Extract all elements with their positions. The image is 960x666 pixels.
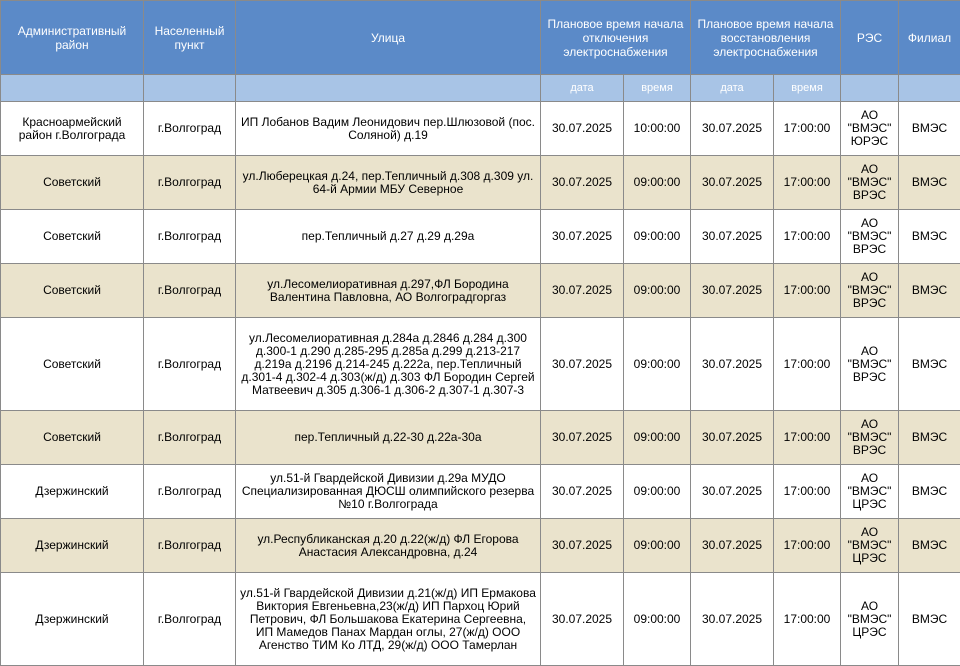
- table-row: [1, 102, 960, 156]
- cell-district: Красноармейский район г.Волгограда: [1, 102, 144, 156]
- subheader-empty: [1, 75, 144, 102]
- cell-branch: ВМЭС: [899, 573, 960, 666]
- cell-off-date: 30.07.2025: [541, 573, 624, 666]
- cell-branch: ВМЭС: [899, 465, 960, 519]
- header-row: [1, 1, 960, 75]
- cell-on-time: 17:00:00: [774, 264, 841, 318]
- cell-branch: ВМЭС: [899, 210, 960, 264]
- cell-locality: г.Волгоград: [144, 573, 236, 666]
- cell-branch: ВМЭС: [899, 318, 960, 411]
- cell-off-date: 30.07.2025: [541, 264, 624, 318]
- cell-res: АО "ВМЭС" ВРЭС: [841, 156, 899, 210]
- cell-off-date: 30.07.2025: [541, 318, 624, 411]
- cell-district: Советский: [1, 318, 144, 411]
- cell-on-date: 30.07.2025: [691, 264, 774, 318]
- cell-street: ул.Люберецкая д.24, пер.Тепличный д.308 д.309 ул. 64-й Армии МБУ Северное: [236, 156, 541, 210]
- cell-off-date: 30.07.2025: [541, 519, 624, 573]
- cell-street: ул.51-й Гвардейской Дивизии д.21(ж/д) ИП Ермакова Виктория Евгеньевна,23(ж/д) ИП Пархоц Юрий Петрович, ФЛ Большакова Екатерина Сергеевна, ИП Мамедов Панах Мардан оглы, 27(ж/д) ООО Агенство ТИМ Ко ЛТД, 29(ж/д) ООО Тамерлан: [236, 573, 541, 666]
- cell-street: ул.51-й Гвардейской Дивизии д.29а МУДО Специализированная ДЮСШ олимпийского резерва №10 г.Волгограда: [236, 465, 541, 519]
- cell-off-time: 09:00:00: [624, 210, 691, 264]
- cell-on-time: 17:00:00: [774, 318, 841, 411]
- cell-on-date: 30.07.2025: [691, 156, 774, 210]
- subheader-empty: [236, 75, 541, 102]
- cell-on-date: 30.07.2025: [691, 210, 774, 264]
- subheader-on-time: время: [774, 75, 841, 102]
- table-row: [1, 465, 960, 519]
- subheader-row: [1, 75, 960, 102]
- subheader-off-time: время: [624, 75, 691, 102]
- cell-locality: г.Волгоград: [144, 102, 236, 156]
- cell-off-time: 10:00:00: [624, 102, 691, 156]
- header-street: Улица: [236, 1, 541, 75]
- cell-locality: г.Волгоград: [144, 210, 236, 264]
- cell-branch: ВМЭС: [899, 156, 960, 210]
- cell-off-time: 09:00:00: [624, 519, 691, 573]
- cell-off-time: 09:00:00: [624, 465, 691, 519]
- cell-on-time: 17:00:00: [774, 411, 841, 465]
- cell-off-time: 09:00:00: [624, 411, 691, 465]
- cell-res: АО "ВМЭС" ВРЭС: [841, 210, 899, 264]
- cell-district: Советский: [1, 210, 144, 264]
- cell-street: пер.Тепличный д.27 д.29 д.29а: [236, 210, 541, 264]
- cell-district: Дзержинский: [1, 465, 144, 519]
- table-row: [1, 519, 960, 573]
- table-row: [1, 411, 960, 465]
- header-off-time: Плановое время начала отключения электроснабжения: [541, 1, 691, 75]
- cell-on-date: 30.07.2025: [691, 102, 774, 156]
- header-locality: Населенный пункт: [144, 1, 236, 75]
- cell-on-time: 17:00:00: [774, 102, 841, 156]
- header-branch: Филиал: [899, 1, 960, 75]
- cell-res: АО "ВМЭС" ЮРЭС: [841, 102, 899, 156]
- cell-district: Советский: [1, 411, 144, 465]
- cell-street: ул.Лесомелиоративная д.284а д.2846 д.284 д.300 д.300-1 д.290 д.285-295 д.285а д.299 д.213-217 д.219а д.2196 д.214-245 д.222а, пер.Тепличный д.301-4 д.302-4 д.303(ж/д) д.303 ФЛ Бородин Сергей Матвеевич д.305 д.306-1 д.306-2 д.307-1 д.307-3: [236, 318, 541, 411]
- table-row: [1, 318, 960, 411]
- cell-res: АО "ВМЭС" ВРЭС: [841, 318, 899, 411]
- subheader-empty: [144, 75, 236, 102]
- cell-branch: ВМЭС: [899, 411, 960, 465]
- cell-on-time: 17:00:00: [774, 210, 841, 264]
- cell-district: Дзержинский: [1, 519, 144, 573]
- cell-res: АО "ВМЭС" ЦРЭС: [841, 465, 899, 519]
- header-res: РЭС: [841, 1, 899, 75]
- cell-off-time: 09:00:00: [624, 156, 691, 210]
- subheader-empty: [899, 75, 960, 102]
- cell-res: АО "ВМЭС" ЦРЭС: [841, 573, 899, 666]
- cell-res: АО "ВМЭС" ВРЭС: [841, 411, 899, 465]
- cell-locality: г.Волгоград: [144, 156, 236, 210]
- cell-on-time: 17:00:00: [774, 156, 841, 210]
- cell-street: ул.Лесомелиоративная д.297,ФЛ Бородина Валентина Павловна, АО Волгоградгоргаз: [236, 264, 541, 318]
- cell-off-time: 09:00:00: [624, 318, 691, 411]
- cell-res: АО "ВМЭС" ЦРЭС: [841, 519, 899, 573]
- header-district: Административный район: [1, 1, 144, 75]
- cell-off-date: 30.07.2025: [541, 210, 624, 264]
- subheader-on-date: дата: [691, 75, 774, 102]
- cell-branch: ВМЭС: [899, 264, 960, 318]
- cell-locality: г.Волгоград: [144, 264, 236, 318]
- cell-branch: ВМЭС: [899, 519, 960, 573]
- cell-on-date: 30.07.2025: [691, 411, 774, 465]
- cell-on-time: 17:00:00: [774, 519, 841, 573]
- table-row: [1, 156, 960, 210]
- cell-on-date: 30.07.2025: [691, 519, 774, 573]
- cell-off-time: 09:00:00: [624, 573, 691, 666]
- cell-on-time: 17:00:00: [774, 465, 841, 519]
- cell-off-date: 30.07.2025: [541, 465, 624, 519]
- cell-street: ИП Лобанов Вадим Леонидович пер.Шлюзовой (пос. Соляной) д.19: [236, 102, 541, 156]
- subheader-off-date: дата: [541, 75, 624, 102]
- cell-locality: г.Волгоград: [144, 411, 236, 465]
- table-row: [1, 264, 960, 318]
- cell-off-date: 30.07.2025: [541, 156, 624, 210]
- cell-on-date: 30.07.2025: [691, 573, 774, 666]
- subheader-empty: [841, 75, 899, 102]
- cell-locality: г.Волгоград: [144, 318, 236, 411]
- cell-off-date: 30.07.2025: [541, 411, 624, 465]
- table-row: [1, 573, 960, 666]
- cell-district: Советский: [1, 264, 144, 318]
- table-row: [1, 210, 960, 264]
- cell-street: ул.Республиканская д.20 д.22(ж/д) ФЛ Егорова Анастасия Александровна, д.24: [236, 519, 541, 573]
- cell-district: Советский: [1, 156, 144, 210]
- cell-on-time: 17:00:00: [774, 573, 841, 666]
- cell-res: АО "ВМЭС" ВРЭС: [841, 264, 899, 318]
- cell-on-date: 30.07.2025: [691, 318, 774, 411]
- cell-locality: г.Волгоград: [144, 519, 236, 573]
- cell-locality: г.Волгоград: [144, 465, 236, 519]
- cell-street: пер.Тепличный д.22-30 д.22а-30а: [236, 411, 541, 465]
- cell-on-date: 30.07.2025: [691, 465, 774, 519]
- cell-off-time: 09:00:00: [624, 264, 691, 318]
- cell-off-date: 30.07.2025: [541, 102, 624, 156]
- cell-branch: ВМЭС: [899, 102, 960, 156]
- cell-district: Дзержинский: [1, 573, 144, 666]
- header-restore-time: Плановое время начала восстановления электроснабжения: [691, 1, 841, 75]
